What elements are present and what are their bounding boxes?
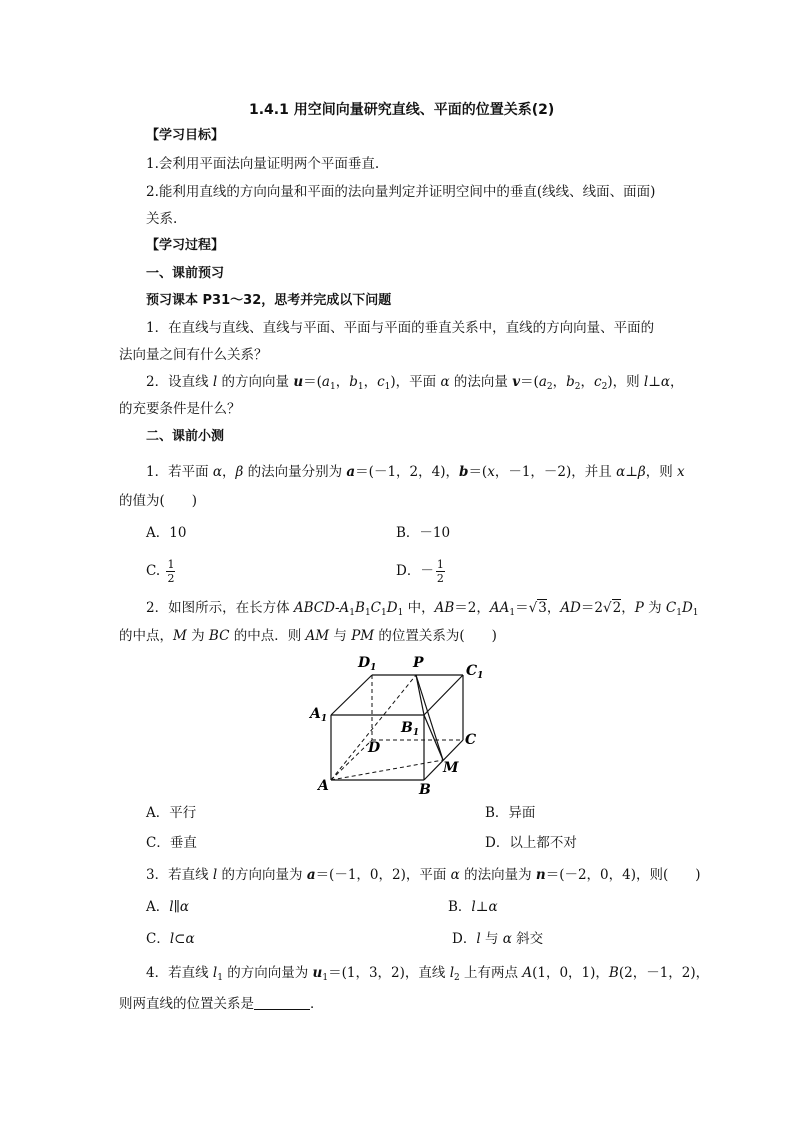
edge-b1c1	[424, 675, 463, 715]
part2-heading: 二、课前小测	[146, 429, 225, 444]
question-2-line1: 2．如图所示，在长方体 ABCD-$A_1B_1C_1D_1$ 中，AB＝2，$AA_1=√3$，AD＝2√2，P 为 $C_1D_1$	[146, 600, 699, 618]
cuboid-figure	[300, 650, 490, 800]
label-m: M	[443, 760, 459, 776]
question-1-option-b: B．－10	[396, 525, 451, 541]
question-2-option-a: A．平行	[146, 805, 197, 821]
pre-question-2-line2: 的充要条件是什么？	[119, 401, 241, 417]
segment-pm	[416, 675, 443, 760]
question-1-option-c: C. $\frac{1}{2}$	[146, 558, 175, 585]
question-4-line2: 则两直线的位置关系是 ．	[119, 996, 324, 1012]
goal-1: 1.会利用平面法向量证明两个平面垂直.	[146, 156, 380, 172]
question-1-option-a: A．10	[146, 525, 187, 541]
label-a: A	[318, 778, 329, 794]
label-p: P	[413, 655, 424, 671]
question-1-line2: 的值为( )	[119, 493, 198, 509]
question-3-line1: 3．若直线 l 的方向向量为 a＝(－1，0，2)，平面 α 的法向量为 n＝(－2，0，4)，则( )	[146, 867, 701, 883]
question-3-option-c: C．l⊂α	[146, 931, 195, 947]
section-learning-process: 【学习过程】	[146, 238, 225, 253]
label-a1: $A_1$	[310, 706, 328, 724]
question-2-option-b: B．异面	[485, 805, 536, 821]
segment-b1-m	[424, 715, 443, 760]
label-b1: $B_1$	[401, 720, 420, 738]
pre-question-1-line2: 法向量之间有什么关系？	[119, 347, 268, 363]
question-3-option-b: B．l⊥α	[448, 899, 498, 915]
label-c1: $C_1$	[466, 663, 484, 681]
pre-question-2-line1: 2．设直线 l 的方向向量 $u=(a_1$，$b_1$，$c_1$)，平面 α 的法向量 $v=(a_2$，$b_2$，$c_2$)，则 l⊥α，	[146, 374, 684, 392]
pre-question-1-line1: 1．在直线与直线、直线与平面、平面与平面的垂直关系中，直线的方向向量、平面的	[146, 320, 655, 336]
question-1-line1: 1．若平面 α，β 的法向量分别为 a＝(－1，2，4)，b＝(x，－1，－2)，并且 α⊥β，则 x	[146, 464, 685, 480]
question-3-option-a: A．l∥α	[146, 899, 189, 915]
question-4-line1: 4．若直线 $l_1$ 的方向向量为 $u_1=(1$，3，2)，直线 $l_2$ 上有两点 A(1，0，1)，B(2，－1，2)，	[146, 965, 710, 983]
question-1-option-d: D．－ $\frac{1}{2}$	[396, 558, 444, 585]
page-title: 1.4.1 用空间向量研究直线、平面的位置关系(2)	[249, 102, 555, 118]
label-d1: $D_1$	[358, 655, 377, 673]
fraction-one-half: $\frac{1}{2}$	[167, 558, 175, 585]
goal-2-continued: 关系.	[146, 211, 178, 227]
question-2-option-c: C．垂直	[146, 835, 197, 851]
question-3-option-d: D．l 与 α 斜交	[452, 931, 544, 947]
label-c: C	[465, 732, 477, 748]
label-b: B	[419, 782, 431, 798]
part1-heading: 一、课前预习	[146, 266, 225, 281]
fraction-one-half: $\frac{1}{2}$	[436, 558, 444, 585]
part1-subheading: 预习课本 P31～32，思考并完成以下问题	[146, 293, 392, 308]
question-2-option-d: D．以上都不对	[485, 835, 577, 851]
question-2-line2: 的中点，M 为 BC 的中点．则 AM 与 PM 的位置关系为( )	[119, 628, 497, 644]
goal-2: 2.能利用直线的方向向量和平面的法向量判定并证明空间中的垂直(线线、线面、面面)	[146, 184, 656, 200]
label-d: D	[368, 740, 381, 756]
answer-blank	[254, 995, 310, 1010]
edge-a1d1	[331, 675, 372, 715]
section-learning-goals: 【学习目标】	[146, 128, 225, 143]
